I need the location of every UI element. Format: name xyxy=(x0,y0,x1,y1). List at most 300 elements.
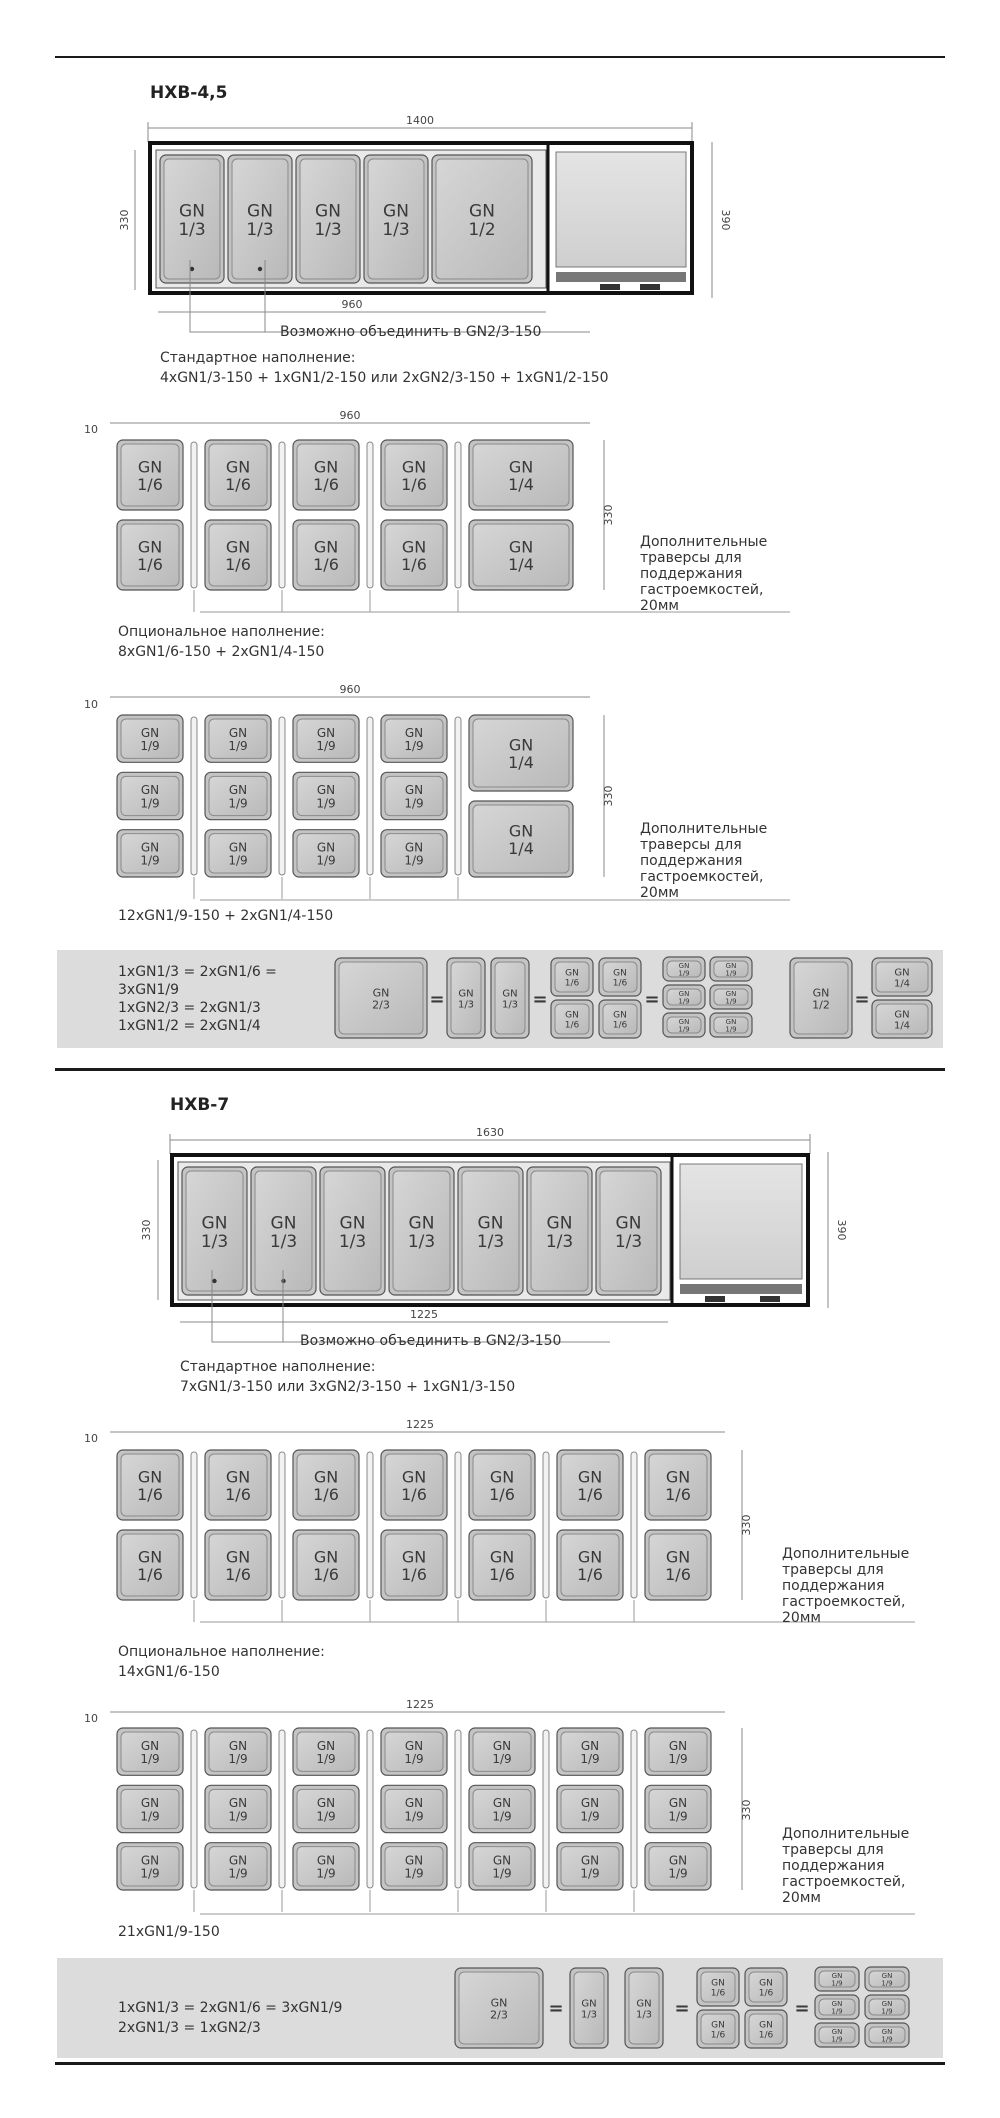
layout-pan xyxy=(381,440,447,510)
pan-gn-label: GN xyxy=(401,457,427,477)
pan-gn-label: GN xyxy=(228,783,248,798)
section-1-combine-note: Возможно объединить в GN2/3-150 xyxy=(280,324,542,340)
layout-pan xyxy=(293,1530,359,1600)
pan-size-label: 1/9 xyxy=(228,1809,248,1824)
layout-pan xyxy=(205,830,271,877)
pan-size-label: 1/6 xyxy=(577,1565,603,1585)
section-1-height-right-dim: 390 xyxy=(719,209,732,231)
legend-pan-1-9 xyxy=(710,957,752,981)
pan-gn-label: GN xyxy=(565,1010,579,1021)
pan-gn-label: GN xyxy=(759,1978,773,1989)
section-1-layout-1-width-dim: 960 xyxy=(339,409,361,422)
section-2-layout-2-side-note-3: поддержания xyxy=(782,1858,885,1874)
legend-pan-1-2 xyxy=(790,958,852,1038)
layout-pan xyxy=(645,1728,711,1775)
pan-gn-label: GN xyxy=(179,201,205,222)
pan-gn-label: GN xyxy=(315,201,341,222)
pan-size-label: 1/6 xyxy=(710,1988,726,1999)
pan-gn-label: GN xyxy=(140,783,160,798)
section-1-layout-2-height-dim: 330 xyxy=(602,785,615,807)
pan-gn-label: GN xyxy=(137,457,163,477)
top-pan xyxy=(182,1167,247,1295)
pan-size-label: 1/9 xyxy=(228,1866,248,1881)
pan-gn-label: GN xyxy=(225,457,251,477)
pan-gn-label: GN xyxy=(508,735,534,755)
pan-gn-label: GN xyxy=(228,725,248,740)
pan-size-label: 1/3 xyxy=(545,1232,574,1253)
pan-gn-label: GN xyxy=(508,457,534,477)
pan-size-label: 2/3 xyxy=(490,2008,508,2022)
legend-pan-1-3 xyxy=(625,1968,663,2048)
pan-gn-label: GN xyxy=(228,840,248,855)
pan-gn-label: GN xyxy=(372,986,390,1000)
layout-pan xyxy=(205,772,271,819)
pan-gn-label: GN xyxy=(580,1796,600,1811)
layout-pan xyxy=(117,1450,183,1520)
pan-gn-label: GN xyxy=(489,1467,515,1487)
equals-sign: = xyxy=(429,989,445,1010)
layout-pan xyxy=(557,1530,623,1600)
equals-sign: = xyxy=(674,1998,690,2019)
pan-gn-label: GN xyxy=(492,1796,512,1811)
section-2-layout-1-side-note-1: Дополнительные xyxy=(782,1546,910,1562)
pan-gn-label: GN xyxy=(711,2020,725,2031)
pan-size-label: 1/6 xyxy=(401,1485,427,1505)
pan-size-label: 1/9 xyxy=(725,969,737,978)
pan-size-label: 1/9 xyxy=(316,853,336,868)
pan-gn-label: GN xyxy=(668,1796,688,1811)
pan-gn-label: GN xyxy=(492,1853,512,1868)
pan-gn-label: GN xyxy=(577,1547,603,1567)
section-2-standard-title: Стандартное наполнение: xyxy=(180,1359,376,1375)
top-pan xyxy=(596,1167,661,1295)
top-pan xyxy=(458,1167,523,1295)
legend-pan-1-9 xyxy=(815,1967,859,1991)
layout-pan xyxy=(645,1785,711,1832)
pan-gn-label: GN xyxy=(678,1017,690,1026)
pan-gn-label: GN xyxy=(313,457,339,477)
section-1-layout-2-side-note-4: гастроемкостей, xyxy=(640,869,764,885)
section-2-layout-1-width-dim: 1225 xyxy=(406,1418,434,1431)
pan-size-label: 1/9 xyxy=(668,1752,688,1767)
layout-pan xyxy=(117,520,183,590)
pan-size-label: 1/9 xyxy=(580,1866,600,1881)
pan-size-label: 1/9 xyxy=(316,739,336,754)
layout-pan xyxy=(381,715,447,762)
pan-size-label: 1/6 xyxy=(401,1565,427,1585)
section-1-inner-dim: 960 xyxy=(341,298,363,311)
pan-gn-label: GN xyxy=(613,1010,627,1021)
section-2-title: HXB-7 xyxy=(170,1095,230,1115)
pan-gn-label: GN xyxy=(831,1971,843,1980)
section-2-unit-drawing xyxy=(140,1126,848,1342)
pan-gn-label: GN xyxy=(247,201,273,222)
pan-size-label: 1/9 xyxy=(881,2007,893,2016)
pan-gn-label: GN xyxy=(137,1547,163,1567)
pan-size-label: 1/9 xyxy=(140,853,160,868)
pan-size-label: 1/9 xyxy=(492,1809,512,1824)
pan-size-label: 1/3 xyxy=(314,220,342,241)
section-2-layout-1-margin-dim: 10 xyxy=(84,1432,98,1445)
top-pan xyxy=(320,1167,385,1295)
pan-gn-label: GN xyxy=(225,537,251,557)
pan-gn-label: GN xyxy=(577,1467,603,1487)
section-1-top-pans xyxy=(160,155,532,283)
pan-gn-label: GN xyxy=(725,989,737,998)
pan-size-label: 1/9 xyxy=(140,1752,160,1767)
pan-gn-label: GN xyxy=(404,840,424,855)
layout-pan xyxy=(381,520,447,590)
layout-pan xyxy=(469,1450,535,1520)
pan-size-label: 1/6 xyxy=(710,2030,726,2041)
pan-size-label: 1/9 xyxy=(316,1809,336,1824)
section-2-layout-2-side-note-4: гастроемкостей, xyxy=(782,1874,906,1890)
pan-size-label: 1/6 xyxy=(758,2030,774,2041)
pan-gn-label: GN xyxy=(140,1796,160,1811)
pan-size-label: 1/3 xyxy=(178,220,206,241)
pan-gn-label: GN xyxy=(678,989,690,998)
pan-size-label: 1/6 xyxy=(665,1565,691,1585)
pan-size-label: 1/9 xyxy=(678,1025,690,1034)
legend-pan-1-9 xyxy=(865,1995,909,2019)
legend-pan-1-9 xyxy=(663,1013,705,1037)
section-1-layout-1-height-dim: 330 xyxy=(602,504,615,526)
pan-size-label: 1/9 xyxy=(228,796,248,811)
section-2-layout-2-side-note-1: Дополнительные xyxy=(782,1826,910,1842)
equals-sign: = xyxy=(532,989,548,1010)
layout-pan xyxy=(469,1785,535,1832)
legend-pan-1-9 xyxy=(815,2023,859,2047)
section-2-inner-dim: 1225 xyxy=(410,1308,438,1321)
pan-gn-label: GN xyxy=(225,1467,251,1487)
top-pan xyxy=(228,155,292,283)
pan-size-label: 2/3 xyxy=(372,998,390,1012)
section-1-standard-text: 4xGN1/3-150 + 1xGN1/2-150 или 2xGN2/3-150 + 1xGN1/2-150 xyxy=(160,370,609,386)
equals-sign: = xyxy=(548,1998,564,2019)
pan-size-label: 1/9 xyxy=(492,1866,512,1881)
layout-pan xyxy=(117,1530,183,1600)
section-1-unit-drawing xyxy=(118,114,732,332)
pan-size-label: 1/9 xyxy=(831,2035,843,2044)
legend-pan-1-9 xyxy=(865,2023,909,2047)
pan-size-label: 1/9 xyxy=(228,739,248,754)
layout-pan xyxy=(117,830,183,877)
section-1-layout-1-side-note-1: Дополнительные xyxy=(640,534,768,550)
pan-gn-label: GN xyxy=(678,961,690,970)
pan-size-label: 1/6 xyxy=(612,978,628,989)
pan-size-label: 1/9 xyxy=(725,1025,737,1034)
section-1-layout-1-caption: 8xGN1/6-150 + 2xGN1/4-150 xyxy=(118,644,325,660)
pan-gn-label: GN xyxy=(489,1547,515,1567)
pan-size-label: 1/3 xyxy=(501,999,519,1011)
pan-size-label: 1/2 xyxy=(812,998,830,1012)
pan-gn-label: GN xyxy=(508,537,534,557)
layout-pan xyxy=(293,830,359,877)
pan-gn-label: GN xyxy=(580,1738,600,1753)
pan-size-label: 1/9 xyxy=(404,1809,424,1824)
section-2-layout-1-caption: 14xGN1/6-150 xyxy=(118,1664,220,1680)
pan-gn-label: GN xyxy=(665,1547,691,1567)
layout-pan xyxy=(381,772,447,819)
equals-sign: = xyxy=(854,989,870,1010)
layout-pan xyxy=(117,440,183,510)
pan-gn-label: GN xyxy=(580,1853,600,1868)
section-2-standard-text: 7xGN1/3-150 или 3xGN2/3-150 + 1xGN1/3-150 xyxy=(180,1379,516,1395)
legend-pan-1-6 xyxy=(697,1968,739,2006)
pan-gn-label: GN xyxy=(137,1467,163,1487)
pan-size-label: 1/3 xyxy=(200,1232,229,1253)
pan-size-label: 1/6 xyxy=(489,1565,515,1585)
layout-pan xyxy=(117,715,183,762)
legend-pan-1-6 xyxy=(745,2010,787,2048)
pan-gn-label: GN xyxy=(225,1547,251,1567)
pan-size-label: 1/6 xyxy=(313,1485,339,1505)
layout-pan xyxy=(205,1530,271,1600)
legend-pan-1-4 xyxy=(872,1000,932,1038)
equals-sign: = xyxy=(794,1998,810,2019)
legend-pan-1-3 xyxy=(491,958,529,1038)
pan-gn-label: GN xyxy=(615,1213,642,1234)
legend-pan-2-3 xyxy=(335,958,427,1038)
pan-size-label: 1/9 xyxy=(140,739,160,754)
layout-pan xyxy=(381,1530,447,1600)
pan-size-label: 1/9 xyxy=(140,1809,160,1824)
pan-gn-label: GN xyxy=(613,968,627,979)
pan-size-label: 1/9 xyxy=(404,796,424,811)
section-2-layout-2-pans xyxy=(117,1728,711,1912)
pan-gn-label: GN xyxy=(339,1213,366,1234)
pan-gn-label: GN xyxy=(894,1009,910,1021)
pan-gn-label: GN xyxy=(636,1998,652,2010)
pan-size-label: 1/9 xyxy=(316,796,336,811)
section-1-layout-1-pans xyxy=(117,440,573,612)
pan-gn-label: GN xyxy=(401,1547,427,1567)
section-2-legend-line-2: 2xGN1/3 = 1xGN2/3 xyxy=(118,2020,261,2036)
pan-size-label: 1/6 xyxy=(137,1565,163,1585)
pan-gn-label: GN xyxy=(831,2027,843,2036)
section-2-legend-line-1: 1xGN1/3 = 2xGN1/6 = 3xGN1/9 xyxy=(118,2000,343,2016)
pan-size-label: 1/3 xyxy=(407,1232,436,1253)
pan-size-label: 1/4 xyxy=(508,753,534,773)
pan-size-label: 1/3 xyxy=(614,1232,643,1253)
pan-size-label: 1/3 xyxy=(338,1232,367,1253)
pan-gn-label: GN xyxy=(404,1853,424,1868)
pan-size-label: 1/6 xyxy=(577,1485,603,1505)
pan-gn-label: GN xyxy=(725,1017,737,1026)
legend-pan-1-6 xyxy=(599,1000,641,1038)
layout-pan xyxy=(205,1843,271,1890)
layout-pan xyxy=(205,1728,271,1775)
layout-pan xyxy=(469,715,573,791)
section-2-height-left-dim: 330 xyxy=(140,1219,153,1241)
section-2-top-pans xyxy=(182,1167,661,1295)
pan-size-label: 1/9 xyxy=(316,1752,336,1767)
section-2-layout-2-side-note-2: траверсы для xyxy=(782,1842,884,1858)
section-2-layout-1-side-note-3: поддержания xyxy=(782,1578,885,1594)
pan-gn-label: GN xyxy=(665,1467,691,1487)
pan-size-label: 1/6 xyxy=(137,555,163,575)
section-1-legend-line-4: 1xGN1/2 = 2xGN1/4 xyxy=(118,1018,261,1034)
pan-gn-label: GN xyxy=(546,1213,573,1234)
layout-pan xyxy=(557,1450,623,1520)
layout-pan xyxy=(381,1450,447,1520)
section-1-layout-1-margin-dim: 10 xyxy=(84,423,98,436)
pan-size-label: 1/9 xyxy=(668,1866,688,1881)
pan-gn-label: GN xyxy=(140,725,160,740)
pan-size-label: 1/9 xyxy=(725,997,737,1006)
section-1-height-left-dim: 330 xyxy=(118,209,131,231)
layout-pan xyxy=(205,1785,271,1832)
pan-size-label: 1/9 xyxy=(881,1979,893,1988)
pan-size-label: 1/9 xyxy=(492,1752,512,1767)
top-pan xyxy=(432,155,532,283)
section-1-legend-line-2: 3xGN1/9 xyxy=(118,982,180,998)
pan-gn-label: GN xyxy=(313,537,339,557)
pan-gn-label: GN xyxy=(490,1996,508,2010)
pan-size-label: 1/3 xyxy=(246,220,274,241)
pan-gn-label: GN xyxy=(502,988,518,1000)
section-2-height-right-dim: 390 xyxy=(835,1219,848,1241)
pan-size-label: 1/6 xyxy=(225,1485,251,1505)
pan-gn-label: GN xyxy=(458,988,474,1000)
pan-gn-label: GN xyxy=(140,1853,160,1868)
section-1-standard-title: Стандартное наполнение: xyxy=(160,350,356,366)
layout-pan xyxy=(205,1450,271,1520)
pan-gn-label: GN xyxy=(581,1998,597,2010)
section-2-layout-2-height-dim: 330 xyxy=(740,1799,753,1821)
section-1-layout-2-side-note-2: траверсы для xyxy=(640,837,742,853)
pan-gn-label: GN xyxy=(316,840,336,855)
legend-pan-1-6 xyxy=(551,1000,593,1038)
pan-size-label: 1/6 xyxy=(665,1485,691,1505)
pan-size-label: 1/6 xyxy=(313,555,339,575)
legend-pan-1-6 xyxy=(599,958,641,996)
pan-gn-label: GN xyxy=(228,1738,248,1753)
layout-pan xyxy=(557,1843,623,1890)
layout-pan xyxy=(469,1530,535,1600)
section-2-layout-2-side-note-5: 20мм xyxy=(782,1890,821,1906)
layout-pan xyxy=(205,520,271,590)
bottom-rule xyxy=(55,2062,945,2065)
pan-size-label: 1/9 xyxy=(831,2007,843,2016)
pan-size-label: 1/6 xyxy=(225,555,251,575)
pan-size-label: 1/6 xyxy=(612,1020,628,1031)
pan-gn-label: GN xyxy=(313,1467,339,1487)
pan-gn-label: GN xyxy=(316,1738,336,1753)
pan-gn-label: GN xyxy=(137,537,163,557)
section-2-layout-1-pans xyxy=(117,1450,711,1622)
legend-pan-2-3 xyxy=(455,1968,543,2048)
pan-gn-label: GN xyxy=(140,1738,160,1753)
pan-gn-label: GN xyxy=(404,1738,424,1753)
top-rule xyxy=(55,56,945,58)
pan-gn-label: GN xyxy=(492,1738,512,1753)
layout-pan xyxy=(117,1785,183,1832)
layout-pan xyxy=(469,440,573,510)
section-1-layout-2-caption: 12xGN1/9-150 + 2xGN1/4-150 xyxy=(118,908,334,924)
pan-gn-label: GN xyxy=(383,201,409,222)
pan-gn-label: GN xyxy=(228,1796,248,1811)
pan-size-label: 1/6 xyxy=(564,1020,580,1031)
layout-pan xyxy=(469,1843,535,1890)
layout-pan xyxy=(293,440,359,510)
section-1-layout-2-margin-dim: 10 xyxy=(84,698,98,711)
pan-size-label: 1/6 xyxy=(225,1565,251,1585)
legend-pan-1-9 xyxy=(710,985,752,1009)
pan-size-label: 1/3 xyxy=(382,220,410,241)
pan-gn-label: GN xyxy=(881,1971,893,1980)
pan-size-label: 1/9 xyxy=(580,1809,600,1824)
section-2-combine-note: Возможно объединить в GN2/3-150 xyxy=(300,1333,562,1349)
pan-gn-label: GN xyxy=(404,783,424,798)
layout-pan xyxy=(645,1450,711,1520)
pan-size-label: 1/6 xyxy=(401,475,427,495)
pan-gn-label: GN xyxy=(711,1978,725,1989)
pan-size-label: 1/6 xyxy=(564,978,580,989)
layout-pan xyxy=(469,520,573,590)
pan-gn-label: GN xyxy=(408,1213,435,1234)
section-2-width-dim: 1630 xyxy=(476,1126,504,1139)
section-2-layout-2-caption: 21xGN1/9-150 xyxy=(118,1924,220,1940)
pan-gn-label: GN xyxy=(228,1853,248,1868)
pan-size-label: 1/6 xyxy=(401,555,427,575)
pan-size-label: 1/9 xyxy=(140,1866,160,1881)
pan-gn-label: GN xyxy=(404,1796,424,1811)
layout-pan xyxy=(469,1728,535,1775)
layout-pan xyxy=(381,1728,447,1775)
pan-size-label: 1/4 xyxy=(508,839,534,859)
pan-size-label: 1/9 xyxy=(678,997,690,1006)
pan-size-label: 1/9 xyxy=(228,1752,248,1767)
pan-gn-label: GN xyxy=(477,1213,504,1234)
layout-pan xyxy=(645,1530,711,1600)
top-pan xyxy=(296,155,360,283)
layout-pan xyxy=(557,1728,623,1775)
layout-pan xyxy=(293,1450,359,1520)
section-2-layout-1-height-dim: 330 xyxy=(740,1514,753,1536)
legend-pan-1-9 xyxy=(815,1995,859,2019)
pan-size-label: 1/9 xyxy=(404,853,424,868)
legend-pan-1-9 xyxy=(663,957,705,981)
pan-size-label: 1/2 xyxy=(468,220,496,241)
pan-gn-label: GN xyxy=(316,725,336,740)
layout-pan xyxy=(117,1843,183,1890)
pan-gn-label: GN xyxy=(668,1738,688,1753)
pan-size-label: 1/3 xyxy=(580,2009,598,2021)
layout-pan xyxy=(293,520,359,590)
pan-size-label: 1/6 xyxy=(313,475,339,495)
pan-gn-label: GN xyxy=(270,1213,297,1234)
section-1-layout-2-pans xyxy=(117,715,573,899)
layout-pan xyxy=(293,1728,359,1775)
equals-sign: = xyxy=(644,989,660,1010)
pan-gn-label: GN xyxy=(668,1853,688,1868)
pan-size-label: 1/9 xyxy=(881,2035,893,2044)
legend-pan-1-3 xyxy=(570,1968,608,2048)
pan-size-label: 1/9 xyxy=(580,1752,600,1767)
legend-pan-1-4 xyxy=(872,958,932,996)
pan-size-label: 1/9 xyxy=(140,796,160,811)
pan-size-label: 1/4 xyxy=(508,555,534,575)
section-1-legend-line-3: 1xGN2/3 = 2xGN1/3 xyxy=(118,1000,261,1016)
pan-gn-label: GN xyxy=(759,2020,773,2031)
layout-pan xyxy=(381,1843,447,1890)
pan-size-label: 1/9 xyxy=(404,1866,424,1881)
layout-pan xyxy=(293,1843,359,1890)
pan-gn-label: GN xyxy=(401,537,427,557)
pan-size-label: 1/9 xyxy=(316,1866,336,1881)
section-2-optional-title: Опциональное наполнение: xyxy=(118,1644,325,1660)
